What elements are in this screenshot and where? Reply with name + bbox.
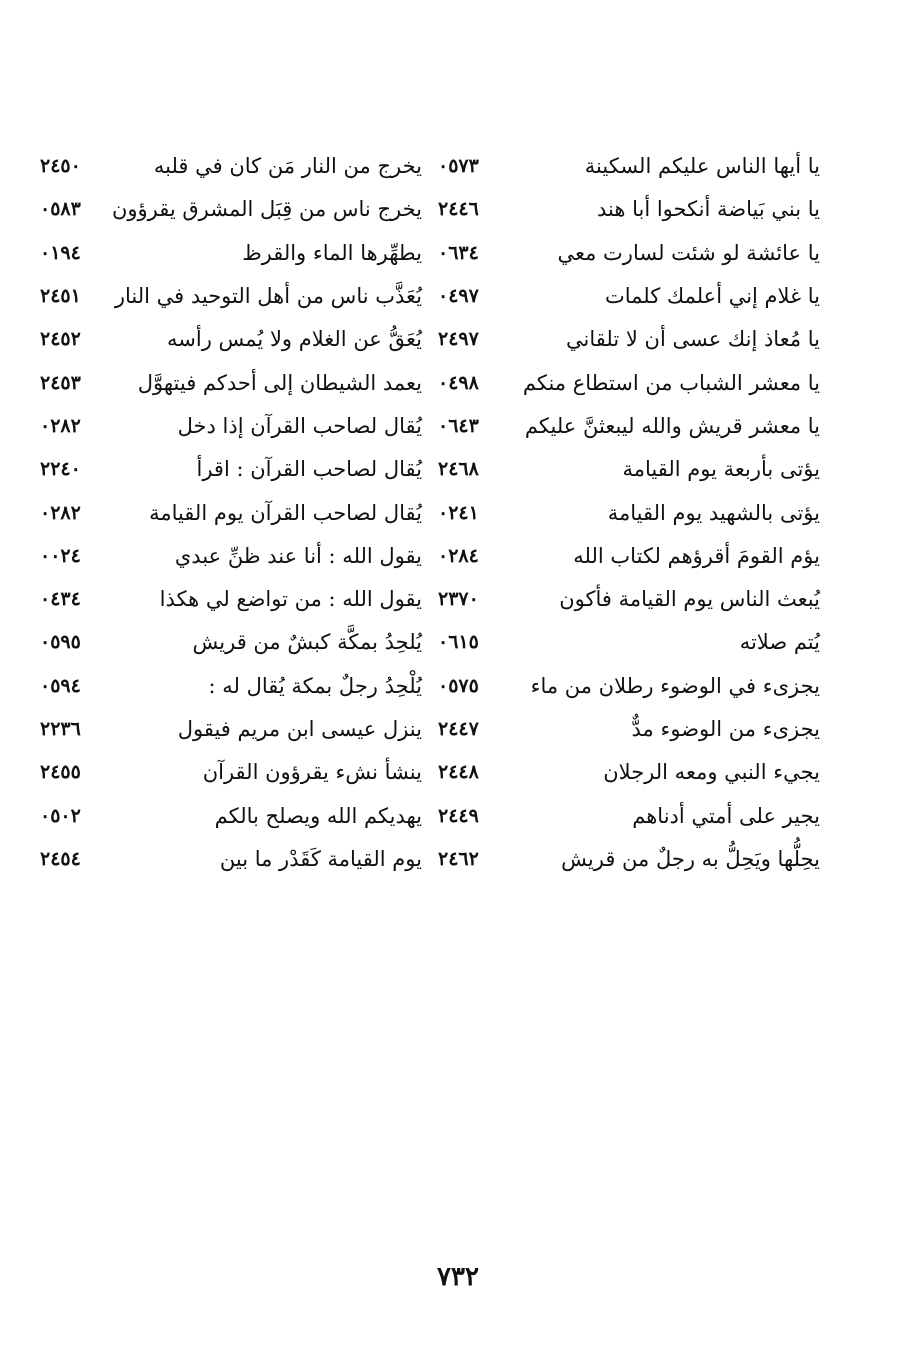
index-entry <box>438 578 820 621</box>
index-entry <box>438 838 820 881</box>
entry-text: يؤتى بأربعة يوم القيامة <box>622 457 820 482</box>
entry-number: ٢٤٤٩ <box>438 804 479 827</box>
index-entry <box>438 751 820 794</box>
entry-text: يُعَقُّ عن الغلام ولا يُمس رأسه <box>167 327 422 352</box>
entry-number: ٠٥٧٥ <box>438 674 479 697</box>
index-entry <box>40 535 422 578</box>
index-entry <box>40 708 422 751</box>
index-entry <box>40 491 422 534</box>
index-entry <box>40 751 422 794</box>
entry-text: يقول الله : من تواضع لي هكذا <box>159 587 422 612</box>
entry-number: ٠٤٩٨ <box>438 371 479 394</box>
entry-text: يا أيها الناس عليكم السكينة <box>584 154 820 179</box>
index-entry <box>40 838 422 881</box>
index-entry <box>40 448 422 491</box>
index-entry <box>438 794 820 837</box>
entry-text: يطهِّرها الماء والقرظ <box>242 240 422 265</box>
entry-number: ٠٤٣٤ <box>40 588 81 611</box>
entry-text: يُعَذَّب ناس من أهل التوحيد في النار <box>114 284 422 309</box>
entry-number: ٢٢٤٠ <box>40 458 81 481</box>
hadith-index <box>40 145 820 881</box>
entry-number: ٢٤٦٨ <box>438 458 479 481</box>
entry-text: يجزىء من الوضوء مدٌّ <box>631 717 820 741</box>
entry-number: ٠٢٨٢ <box>40 414 81 437</box>
entry-number: ٠٤٩٧ <box>438 285 479 308</box>
entry-number: ٢٤٤٨ <box>438 761 479 784</box>
index-entry <box>438 275 820 318</box>
index-entry <box>438 621 820 664</box>
index-column-right <box>438 145 820 881</box>
entry-text: يا معشر الشباب من استطاع منكم <box>522 370 820 395</box>
index-entry <box>40 665 422 708</box>
entry-text: يعمد الشيطان إلى أحدكم فيتهوَّل <box>137 370 422 395</box>
index-entry <box>438 405 820 448</box>
index-entry <box>438 491 820 534</box>
index-entry <box>438 448 820 491</box>
entry-text: يجيء النبي ومعه الرجلان <box>603 760 820 785</box>
entry-text: يهديكم الله ويصلح بالكم <box>214 803 422 828</box>
entry-text: ينزل عيسى ابن مريم فيقول <box>177 717 422 741</box>
index-entry <box>40 361 422 404</box>
entry-text: يُلحِدُ بمكَّة كبشٌ من قريش <box>192 630 422 655</box>
entry-number: ٢٤٥٠ <box>40 155 81 178</box>
index-entry <box>40 318 422 361</box>
entry-number: ٠٠٢٤ <box>40 544 81 567</box>
entry-text: يا غلام إني أعلمك كلمات <box>604 284 820 309</box>
entry-number: ٠٦٣٤ <box>438 241 479 264</box>
entry-text: يخرج من النار مَن كان في قلبه <box>153 154 422 179</box>
entry-number: ٢٤٩٧ <box>438 328 479 351</box>
entry-number: ٠٦١٥ <box>438 631 479 654</box>
entry-number: ٢٤٤٧ <box>438 718 479 740</box>
entry-number: ٢٣٧٠ <box>438 588 479 611</box>
index-entry <box>40 145 422 188</box>
entry-text: يا معشر قريش والله ليبعثنَّ عليكم <box>524 413 820 438</box>
entry-text: يا بني بَياضة أنكحوا أبا هند <box>596 197 820 222</box>
entry-text: يؤتى بالشهيد يوم القيامة <box>607 500 820 525</box>
entry-text: يا عائشة لو شئت لسارت معي <box>557 240 820 265</box>
entry-text: ينشأ نشء يقرؤون القرآن <box>202 760 422 785</box>
entry-number: ٢٢٣٦ <box>40 718 81 740</box>
entry-text: يحِلُّها ويَحِلُّ به رجلٌ من قريش <box>561 846 820 871</box>
entry-number: ٢٤٥٤ <box>40 847 81 870</box>
entry-text: يُتم صلاته <box>739 630 820 655</box>
entry-text: يقول الله : أنا عند ظنِّ عبدي <box>174 543 422 568</box>
entry-number: ٢٤٥٢ <box>40 328 81 351</box>
entry-text: يُلْحِدُ رجلٌ بمكة يُقال له : <box>208 673 422 698</box>
index-entry <box>438 361 820 404</box>
index-entry <box>438 708 820 751</box>
entry-number: ٠٢٨٤ <box>438 544 479 567</box>
entry-text: يُقال لصاحب القرآن يوم القيامة <box>149 500 422 525</box>
entry-number: ٢٤٥٣ <box>40 371 81 394</box>
entry-number: ٠١٩٤ <box>40 241 81 264</box>
index-column-left <box>40 145 422 881</box>
entry-number: ٠٥٩٥ <box>40 631 81 654</box>
index-entry <box>40 188 422 231</box>
entry-number: ٢٤٦٢ <box>438 847 479 870</box>
index-entry <box>40 578 422 621</box>
index-entry <box>40 794 422 837</box>
index-entry <box>438 145 820 188</box>
entry-number: ٠٥٠٢ <box>40 804 81 827</box>
entry-number: ٢٤٥٥ <box>40 761 81 784</box>
entry-number: ٢٤٤٦ <box>438 198 479 221</box>
entry-text: يؤم القومَ أقرؤهم لكتاب الله <box>573 543 820 568</box>
entry-text: يخرج ناس من قِبَل المشرق يقرؤون <box>111 197 422 222</box>
page-number: ٧٣٢ <box>437 1262 479 1292</box>
entry-number: ٠٢٤١ <box>438 501 479 524</box>
entry-number: ٠٦٤٣ <box>438 414 479 437</box>
index-entry <box>40 275 422 318</box>
index-entry <box>40 405 422 448</box>
entry-number: ٠٥٩٤ <box>40 674 81 697</box>
index-entry <box>438 318 820 361</box>
index-entry <box>438 232 820 275</box>
entry-text: يُقال لصاحب القرآن : اقرأ <box>196 457 422 482</box>
entry-text: يُبعث الناس يوم القيامة فأكون <box>559 587 820 612</box>
index-entry <box>438 188 820 231</box>
entry-number: ٢٤٥١ <box>40 285 81 308</box>
entry-text: يُقال لصاحب القرآن إذا دخل <box>177 413 422 438</box>
index-entry <box>438 535 820 578</box>
index-entry <box>40 232 422 275</box>
entry-number: ٠٢٨٢ <box>40 501 81 524</box>
entry-number: ٠٥٧٣ <box>438 155 479 178</box>
entry-text: يا مُعاذ إنك عسى أن لا تلقاني <box>566 327 820 352</box>
entry-text: يجير على أمتي أدناهم <box>632 803 820 828</box>
entry-text: يجزىء في الوضوء رطلان من ماء <box>530 673 820 698</box>
entry-number: ٠٥٨٣ <box>40 198 81 221</box>
index-entry <box>40 621 422 664</box>
entry-text: يوم القيامة كَقَدْر ما بين <box>219 846 422 871</box>
index-entry <box>438 665 820 708</box>
